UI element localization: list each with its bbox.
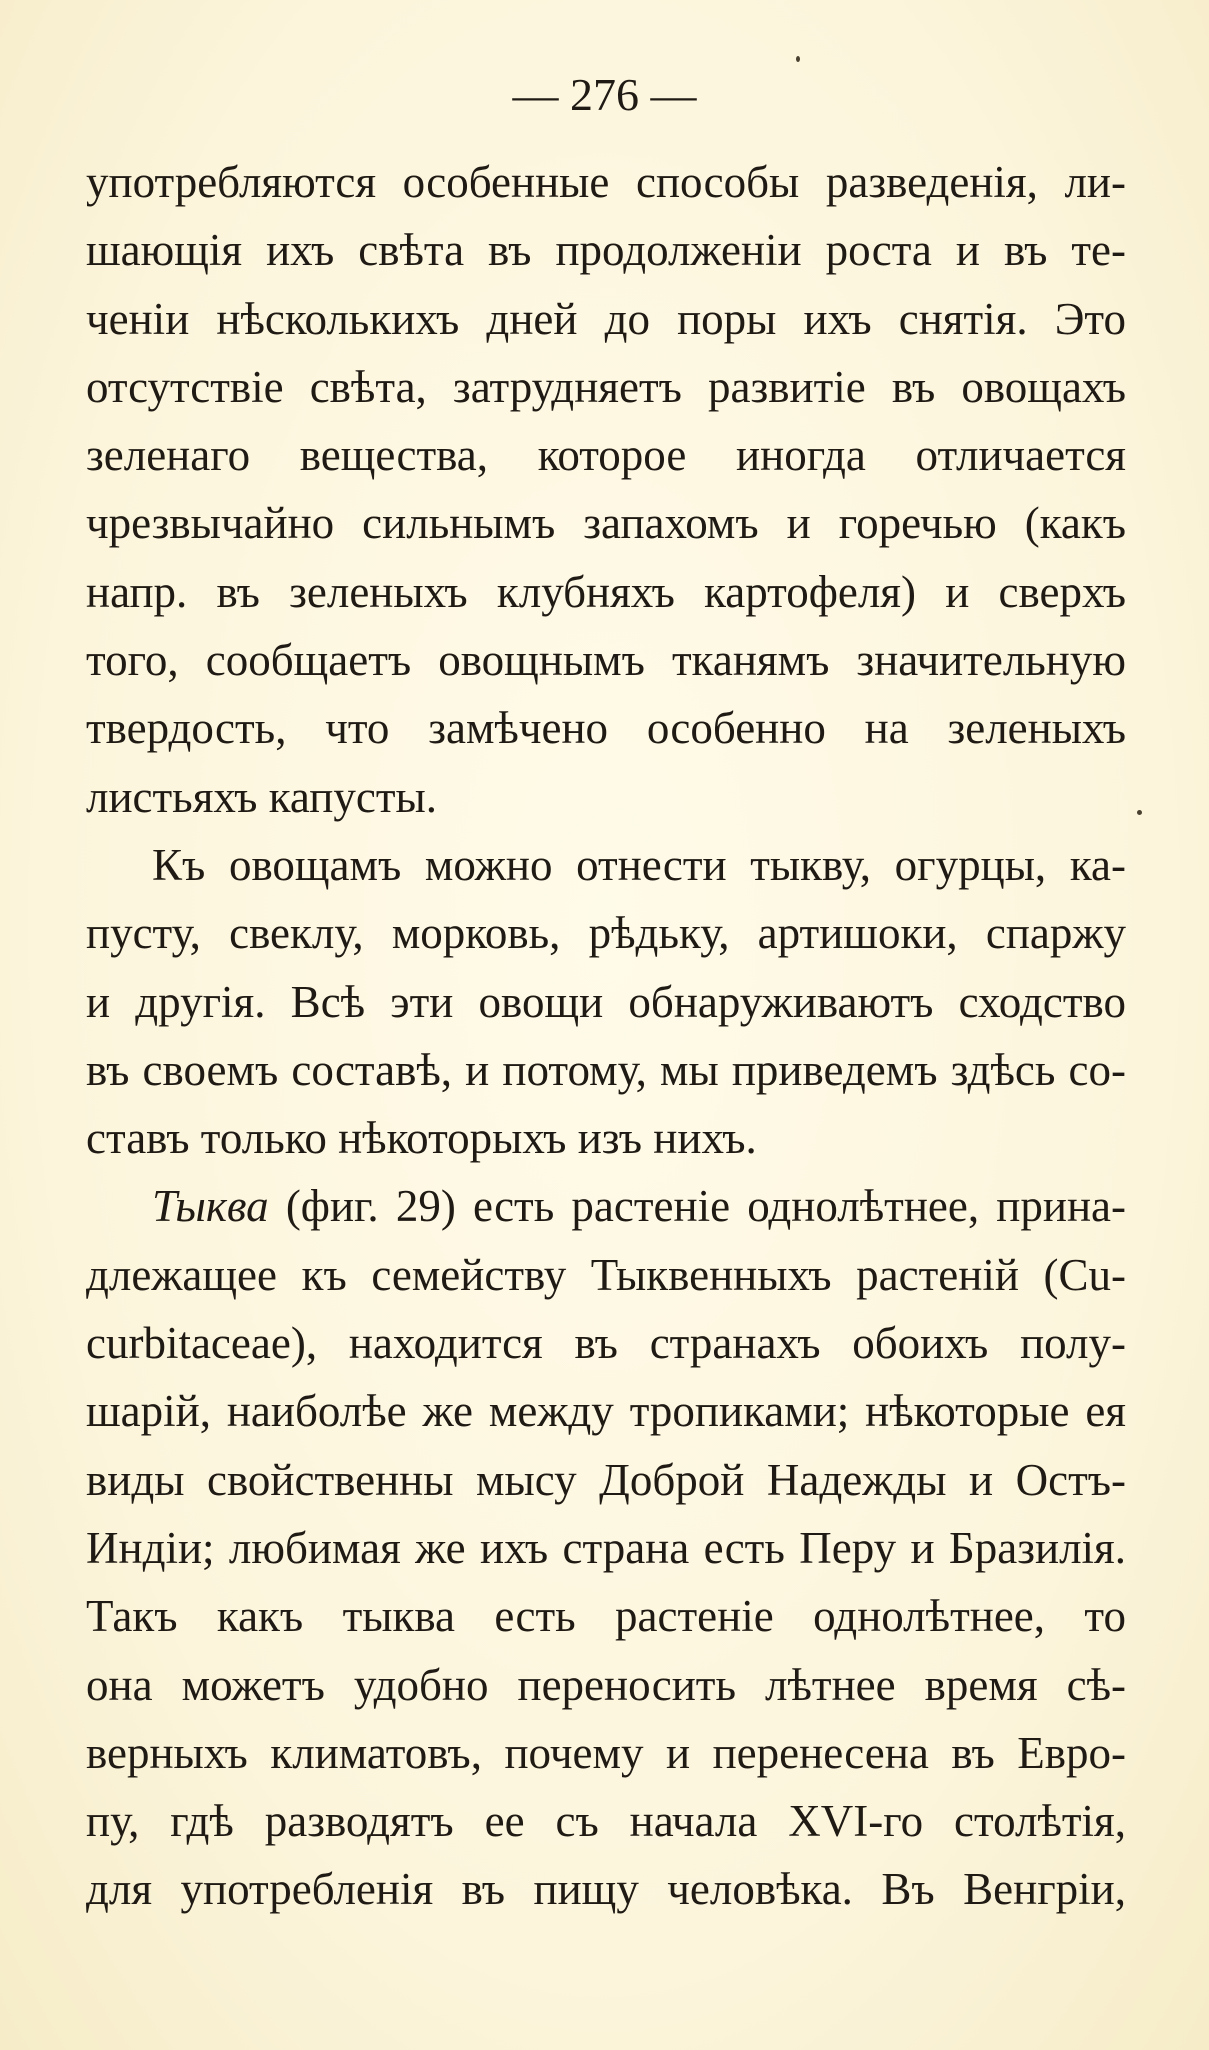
- text-line: того, сообщаетъ овощнымъ тканямъ значительную: [86, 635, 1126, 686]
- text-line: отсутствіе свѣта, затрудняетъ развитіе въ овощахъ: [86, 361, 1126, 412]
- text-line: и другія. Всѣ эти овощи обнаруживаютъ сходство: [86, 976, 1126, 1027]
- text-line: ставъ только нѣкоторыхъ изъ нихъ.: [86, 1113, 757, 1164]
- ink-speck: [796, 56, 800, 62]
- text-line: виды свойственны мысу Доброй Надежды и Остъ-: [86, 1454, 1126, 1505]
- page-number: — 276 —: [512, 69, 697, 120]
- text-line: Индіи; любимая же ихъ страна есть Перу и Бразилія.: [86, 1522, 1126, 1573]
- text-line: Къ овощамъ можно отнести тыкву, огурцы, ка-: [152, 839, 1126, 890]
- text-line: для употребленія въ пищу человѣка. Въ Венгріи,: [86, 1864, 1126, 1915]
- text-line: Такъ какъ тыква есть растеніе однолѣтнее, то: [86, 1591, 1126, 1642]
- text-line: верныхъ климатовъ, почему и перенесена въ Евро-: [86, 1727, 1126, 1778]
- text-line: она можетъ удобно переносить лѣтнее время сѣ-: [86, 1659, 1126, 1710]
- text-line-rest: (фиг. 29) есть растеніе однолѣтнее, прина-: [268, 1181, 1126, 1232]
- text-line: въ своемъ составѣ, и потому, мы приведемъ здѣсь со-: [86, 1044, 1126, 1095]
- ink-speck: [1137, 810, 1142, 815]
- text-line: пусту, свеклу, морковь, рѣдьку, артишоки, спаржу: [86, 908, 1126, 959]
- italic-term: Тыква: [152, 1181, 269, 1232]
- text-line: шающія ихъ свѣта въ продолженіи роста и въ те-: [86, 225, 1126, 276]
- text-line: ченіи нѣсколькихъ дней до поры ихъ снятія. Это: [86, 293, 1126, 344]
- text-line: чрезвычайно сильнымъ запахомъ и горечью (какъ: [86, 498, 1126, 549]
- body-text: [86, 148, 1126, 1924]
- text-line: пу, гдѣ разводятъ ее съ начала XVI-го столѣтія,: [86, 1796, 1126, 1847]
- text-line: [86, 1172, 1126, 1240]
- text-line: употребляются особенные способы разведенія, ли-: [86, 157, 1126, 207]
- text-line: твердость, что замѣчено особенно на зеленыхъ: [86, 703, 1126, 754]
- text-line: напр. въ зеленыхъ клубняхъ картофеля) и сверхъ: [86, 566, 1126, 617]
- text-line: шарій, наиболѣе же между тропиками; нѣкоторые ея: [86, 1386, 1126, 1437]
- text-line: curbitaceae), находится въ странахъ обоихъ полу-: [86, 1318, 1126, 1369]
- text-line: листьяхъ капусты.: [86, 771, 437, 822]
- text-line: зеленаго вещества, которое иногда отличается: [86, 430, 1126, 481]
- text-line: длежащее къ семейству Тыквенныхъ растеній (Cu-: [86, 1249, 1126, 1300]
